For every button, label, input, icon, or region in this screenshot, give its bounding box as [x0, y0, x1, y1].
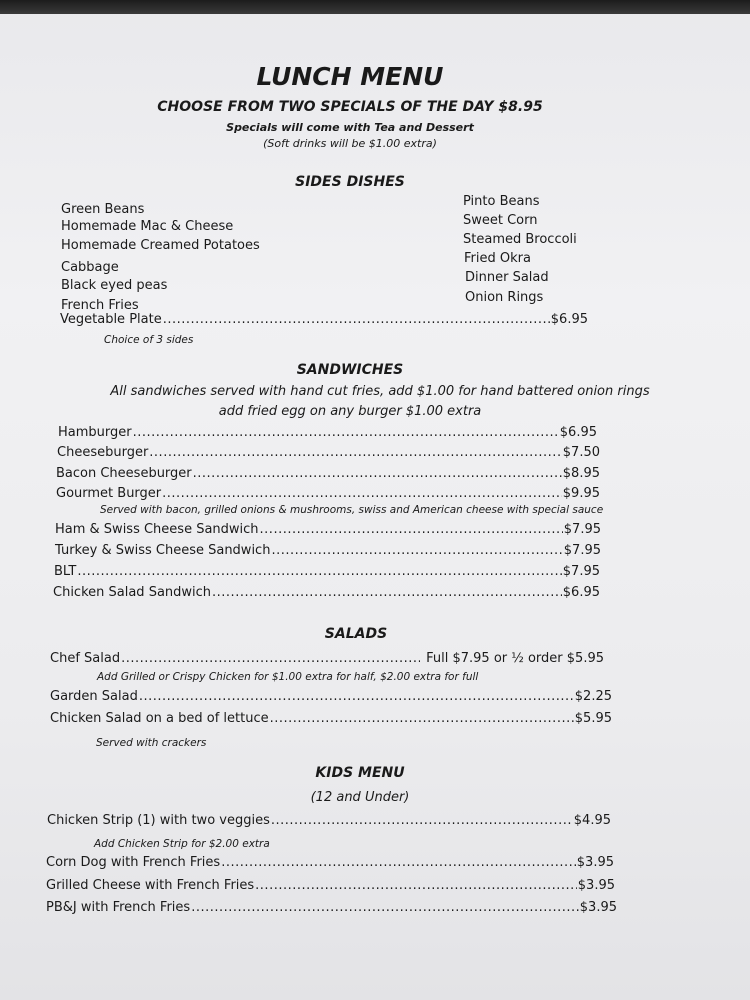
specials-line: CHOOSE FROM TWO SPECIALS OF THE DAY $8.95	[157, 99, 543, 115]
chicken-strip-note: Add Chicken Strip for $2.00 extra	[94, 838, 270, 850]
menu-row	[55, 543, 601, 558]
dot-leader	[212, 585, 562, 600]
item-price: $5.95	[574, 711, 612, 726]
plate-note: Choice of 3 sides	[104, 334, 194, 346]
item-price: $4.95	[573, 813, 611, 828]
dot-leader	[260, 522, 563, 537]
menu-row	[47, 813, 611, 828]
side-item: French Fries	[61, 298, 139, 313]
menu-row	[46, 878, 615, 893]
sandwiches-desc: All sandwiches served with hand cut fries, add $1.00 for hand battered onion rings	[110, 384, 650, 399]
item-name: PB&J with French Fries	[46, 900, 191, 915]
dot-leader	[163, 312, 550, 327]
menu-row	[55, 522, 601, 537]
dot-leader	[193, 466, 562, 481]
side-item: Pinto Beans	[463, 194, 540, 209]
dot-leader	[139, 689, 574, 704]
sandwiches-egg-note: add fried egg on any burger $1.00 extra	[218, 404, 482, 419]
item-name: Gourmet Burger	[56, 486, 162, 501]
side-item: Steamed Broccoli	[463, 232, 577, 247]
sides-heading: SIDES DISHES	[295, 174, 405, 190]
dot-leader	[270, 711, 574, 726]
dot-leader	[133, 425, 559, 440]
dot-leader	[221, 855, 576, 870]
menu-row	[53, 585, 600, 600]
dot-leader	[255, 878, 577, 893]
item-name: Chicken Strip (1) with two veggies	[47, 813, 270, 828]
item-name: Chef Salad	[50, 651, 121, 666]
dot-leader	[191, 900, 579, 915]
dot-leader	[149, 445, 561, 460]
menu-row	[50, 689, 612, 704]
item-name: Grilled Cheese with French Fries	[46, 878, 255, 893]
menu-row	[57, 445, 600, 460]
dot-leader	[271, 543, 562, 558]
item-price: $9.95	[562, 486, 600, 501]
item-name: Bacon Cheeseburger	[56, 466, 192, 481]
dot-leader	[121, 651, 420, 666]
item-price: $6.95	[562, 585, 600, 600]
menu-row	[50, 711, 612, 726]
item-price: $6.95	[559, 425, 597, 440]
sandwiches-heading: SANDWICHES	[296, 362, 404, 378]
item-price: $7.95	[563, 522, 601, 537]
kids-heading: KIDS MENU	[315, 765, 405, 781]
item-name: Ham & Swiss Cheese Sandwich	[55, 522, 259, 537]
dot-leader	[271, 813, 573, 828]
item-name: Hamburger	[58, 425, 132, 440]
item-name: Vegetable Plate	[60, 312, 162, 327]
item-price: $8.95	[562, 466, 600, 481]
kids-age-note: (12 and Under)	[310, 790, 410, 805]
menu-row-vegetable-plate	[60, 312, 588, 327]
side-item: Onion Rings	[465, 290, 544, 305]
item-price: $2.25	[574, 689, 612, 704]
menu-row	[54, 564, 600, 579]
salads-heading: SALADS	[324, 626, 388, 642]
side-item: Homemade Creamed Potatoes	[61, 238, 260, 253]
specials-note: Specials will come with Tea and Dessert	[226, 121, 474, 134]
soft-drinks-note: (Soft drinks will be $1.00 extra)	[263, 137, 437, 150]
item-price: $7.95	[562, 564, 600, 579]
item-price: $7.50	[562, 445, 600, 460]
crackers-note: Served with crackers	[96, 737, 207, 749]
dot-leader	[77, 564, 561, 579]
item-price: $3.95	[577, 878, 615, 893]
item-name: Garden Salad	[50, 689, 138, 704]
menu-row	[56, 466, 600, 481]
menu-row	[50, 651, 604, 666]
menu-row	[58, 425, 597, 440]
item-price: $7.95	[563, 543, 601, 558]
side-item: Cabbage	[61, 260, 119, 275]
item-price: $3.95	[576, 855, 614, 870]
menu-title: LUNCH MENU	[256, 62, 444, 91]
side-item: Black eyed peas	[61, 278, 168, 293]
item-price: Full $7.95 or ½ order $5.95	[426, 651, 604, 666]
item-name: Chicken Salad on a bed of lettuce	[50, 711, 269, 726]
side-item: Homemade Mac & Cheese	[61, 219, 234, 234]
menu-row	[46, 855, 614, 870]
side-item: Fried Okra	[464, 251, 531, 266]
side-item: Sweet Corn	[463, 213, 538, 228]
chef-salad-note: Add Grilled or Crispy Chicken for $1.00 extra for half, $2.00 extra for full	[97, 671, 479, 683]
side-item: Dinner Salad	[465, 270, 549, 285]
item-price: $3.95	[579, 900, 617, 915]
menu-row	[56, 486, 600, 501]
gourmet-note: Served with bacon, grilled onions & mushrooms, swiss and American cheese with special sauce	[100, 504, 604, 516]
item-name: Chicken Salad Sandwich	[53, 585, 212, 600]
item-name: BLT	[54, 564, 77, 579]
dot-leader	[162, 486, 562, 501]
item-name: Turkey & Swiss Cheese Sandwich	[55, 543, 271, 558]
side-item: Green Beans	[61, 202, 145, 217]
item-name: Corn Dog with French Fries	[46, 855, 221, 870]
menu-row	[46, 900, 617, 915]
table-edge	[0, 0, 750, 14]
item-price: $6.95	[550, 312, 588, 327]
item-name: Cheeseburger	[57, 445, 149, 460]
